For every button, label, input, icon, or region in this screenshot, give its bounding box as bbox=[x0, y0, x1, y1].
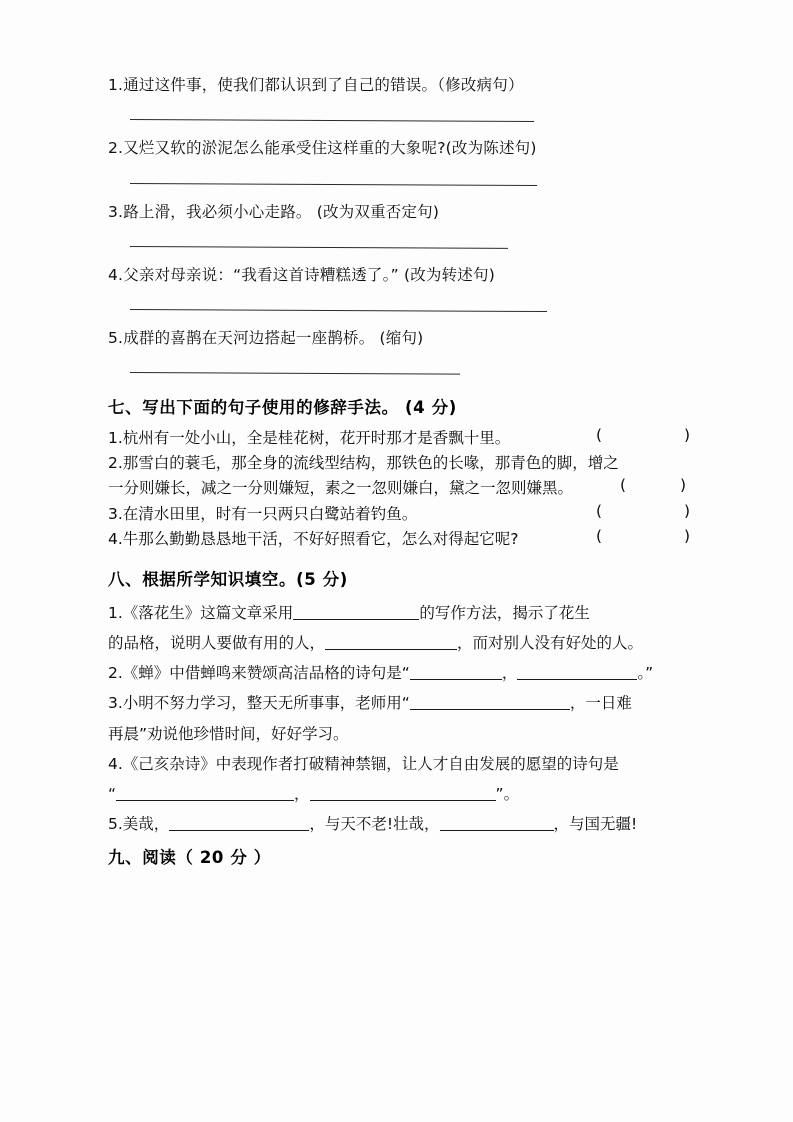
fill-item-5 bbox=[108, 809, 748, 839]
rhetoric-number: 2. bbox=[108, 454, 123, 473]
answer-rule-row[interactable] bbox=[108, 287, 748, 327]
fill-text-b: ，一日难 bbox=[569, 694, 632, 713]
answer-rule[interactable] bbox=[130, 246, 508, 249]
rhetoric-text-cont: 一分则嫌长，减之一分则嫌短，素之一忽则嫌白，黛之一忽则嫌黑。 bbox=[108, 479, 574, 498]
question-body: 父亲对母亲说：“我看这首诗糟糕透了。” (改为转述句) bbox=[123, 265, 495, 284]
fill-text-c: 的品格，说明人要做有用的人， bbox=[108, 634, 326, 653]
answer-rule-row[interactable] bbox=[108, 224, 748, 264]
rhetoric-text: 那雪白的蓑毛，那全身的流线型结构，那铁色的长喙，那青色的脚，增之 bbox=[122, 454, 619, 473]
answer-paren-open[interactable]: ( bbox=[596, 526, 603, 545]
answer-rule[interactable] bbox=[130, 372, 460, 375]
question-item bbox=[108, 327, 748, 390]
fill-text-a: 《蝉》中借蝉鸣来赞颂高洁品格的诗句是“ bbox=[122, 664, 410, 683]
fill-number: 2. bbox=[108, 664, 123, 683]
answer-paren-close[interactable]: ) bbox=[684, 526, 691, 545]
fill-blank[interactable] bbox=[410, 694, 570, 710]
question-number: 1. bbox=[108, 76, 124, 94]
fill-text-a: 美哉， bbox=[122, 815, 170, 834]
fill-blank[interactable] bbox=[169, 815, 309, 831]
rhetoric-item bbox=[108, 527, 748, 552]
quote-close: ”。 bbox=[495, 785, 520, 804]
answer-paren-close[interactable]: ) bbox=[680, 476, 687, 495]
rhetoric-text: 在清水田里，时有一只两只白鹭站着钓鱼。 bbox=[122, 504, 418, 523]
answer-paren-open[interactable]: ( bbox=[596, 426, 629, 445]
question-item bbox=[108, 74, 748, 137]
question-body: 通过这件事，使我们都认识到了自己的错误。（修改病句） bbox=[123, 76, 524, 94]
question-number: 4. bbox=[108, 265, 124, 284]
quote-open: “ bbox=[108, 785, 117, 804]
section-seven-heading: 七、写出下面的句子使用的修辞手法。 (4 分) bbox=[108, 398, 457, 418]
fill-text-mid: ， bbox=[294, 785, 310, 804]
fill-text-c: 再晨”劝说他珍惜时间，好好学习。 bbox=[108, 724, 349, 743]
answer-rule[interactable] bbox=[130, 183, 537, 186]
question-body: 路上滑，我必须小心走路。 (改为双重否定句) bbox=[123, 202, 440, 221]
answer-rule-row[interactable] bbox=[108, 350, 748, 390]
question-item bbox=[108, 201, 748, 264]
fill-blank[interactable] bbox=[116, 785, 294, 801]
fill-blank[interactable] bbox=[325, 634, 457, 650]
fill-text-d: ，而对别人没有好处的人。 bbox=[457, 634, 644, 653]
fill-number: 3. bbox=[108, 694, 123, 713]
fill-text-a: 《己亥杂诗》中表现作者打破精神禁锢，让人才自由发展的愿望的诗句是 bbox=[122, 754, 619, 773]
fill-blank[interactable] bbox=[310, 785, 496, 801]
answer-paren-close[interactable]: ) bbox=[684, 501, 691, 520]
rhetoric-number: 1. bbox=[108, 429, 123, 448]
answer-paren-open[interactable]: ( bbox=[596, 501, 603, 520]
fill-text-c: ，与国无疆! bbox=[553, 815, 638, 834]
rhetoric-number: 4. bbox=[108, 529, 123, 548]
fill-item-4 bbox=[108, 749, 748, 809]
rhetoric-number: 3. bbox=[108, 504, 123, 523]
fill-text-a: 《落花生》这篇文章采用 bbox=[122, 603, 294, 622]
fill-blank[interactable] bbox=[517, 664, 637, 680]
rhetoric-text: 牛那么勤勤恳恳地干活，不好好照看它，怎么对得起它呢? bbox=[122, 529, 519, 548]
fill-text-c: 。” bbox=[637, 664, 654, 683]
fill-text-a: 小明不努力学习，整天无所事事，老师用“ bbox=[122, 694, 410, 713]
question-body: 成群的喜鹊在天河边搭起一座鹊桥。 (缩句) bbox=[123, 329, 424, 347]
question-text bbox=[108, 74, 748, 97]
answer-rule[interactable] bbox=[130, 119, 534, 122]
answer-paren-open[interactable]: ( bbox=[620, 476, 627, 495]
rhetoric-text: 杭州有一处小山，全是桂花树，花开时那才是香飘十里。 bbox=[122, 429, 511, 448]
section-eight-heading: 八、根据所学知识填空。(5 分) bbox=[108, 569, 348, 589]
answer-rule-row[interactable] bbox=[108, 161, 748, 201]
question-number: 5. bbox=[108, 329, 124, 347]
answer-rule[interactable] bbox=[130, 309, 547, 312]
section-nine-heading: 九、阅读（ 20 分 ） bbox=[108, 847, 271, 867]
fill-number: 1. bbox=[108, 603, 123, 622]
fill-item-2 bbox=[108, 658, 748, 688]
question-body: 又烂又软的淤泥怎么能承受住这样重的大象呢?(改为陈述句) bbox=[123, 139, 537, 158]
fill-text-b: ，与天不老!壮哉， bbox=[309, 815, 440, 834]
section-eight bbox=[108, 566, 748, 840]
fill-text-b: ， bbox=[501, 664, 518, 683]
question-number: 3. bbox=[108, 202, 124, 221]
fill-number: 5. bbox=[108, 815, 123, 834]
answer-rule-row[interactable] bbox=[108, 97, 748, 137]
section-seven bbox=[108, 394, 748, 552]
answer-paren-close[interactable]: ) bbox=[684, 426, 691, 445]
fill-item-1 bbox=[108, 598, 748, 658]
rhetoric-item bbox=[108, 451, 748, 501]
sentence-transform-group bbox=[108, 74, 748, 390]
fill-item-3 bbox=[108, 688, 748, 748]
question-number: 2. bbox=[108, 139, 124, 158]
worksheet-content bbox=[108, 74, 748, 868]
rhetoric-item bbox=[108, 426, 748, 451]
fill-blank[interactable] bbox=[410, 664, 502, 680]
rhetoric-item bbox=[108, 502, 748, 527]
section-nine bbox=[108, 844, 748, 868]
fill-text-b: 的写作方法，揭示了花生 bbox=[419, 603, 590, 622]
fill-blank[interactable] bbox=[293, 604, 419, 620]
fill-number: 4. bbox=[108, 754, 123, 773]
question-item bbox=[108, 137, 748, 200]
fill-blank[interactable] bbox=[440, 815, 554, 831]
question-item bbox=[108, 264, 748, 327]
